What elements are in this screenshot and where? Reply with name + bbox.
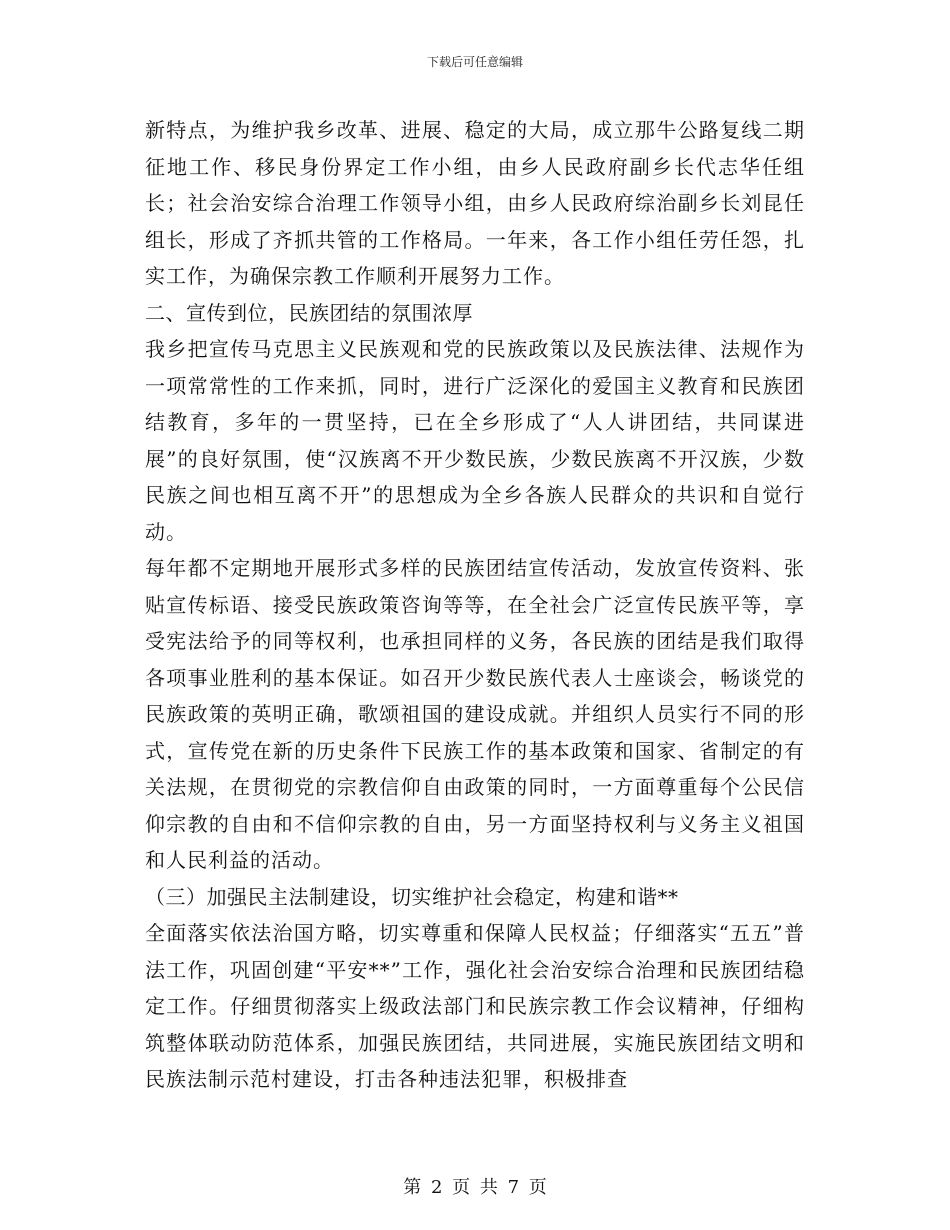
section-heading: （三）加强民主法制建设，切实维护社会稳定，构建和谐** [145,884,679,909]
body-paragraph: 新特点，为维护我乡改革、进展、稳定的大局，成立那牛公路复线二期征地工作、移民身份界定工作小组，由乡人民政府副乡长代志华任组长；社会治安综合治理工作领导小组，由乡人民政府综治副乡长刘昆任组长，形成了齐抓共管的工作格局。一年来，各工作小组任劳任怨，扎实工作，为确保宗教工作顺利开展努力工作。 [145,118,805,288]
section-heading: 二、宣传到位，民族团结的氛围浓厚 [145,300,473,325]
body-paragraph: 每年都不定期地开展形式多样的民族团结宣传活动，发放宣传资料、张贴宣传标语、接受民族政策咨询等等，在全社会广泛宣传民族平等，享受宪法给予的同等权利，也承担同样的义务，各民族的团结是我们取得各项事业胜利的基本保证。如召开少数民族代表人士座谈会，畅谈党的民族政策的英明正确，歌颂祖国的建设成就。并组织人员实行不同的形式，宣传党在新的历史条件下民族工作的基本政策和国家、省制定的有关法规，在贯彻党的宗教信仰自由政策的同时，一方面尊重每个公民信仰宗教的自由和不信仰宗教的自由，另一方面坚持权利与义务主义祖国和人民利益的活动。 [145,556,805,872]
page-number-footer: 第 2 页 共 7 页 [403,1177,547,1198]
page-header: 下载后可任意编辑 [426,55,523,69]
body-paragraph: 全面落实依法治国方略，切实尊重和保障人民权益；仔细落实“五五”普法工作，巩固创建“平安**”工作，强化社会治安综合治理和民族团结稳定工作。仔细贯彻落实上级政法部门和民族宗教工作会议精神，仔细构筑整体联动防范体系，加强民族团结，共同进展，实施民族团结文明和民族法制示范村建设，打击各种违法犯罪，积极排查 [145,921,805,1091]
body-paragraph: 我乡把宣传马克思主义民族观和党的民族政策以及民族法律、法规作为一项常常性的工作来抓，同时，进行广泛深化的爱国主义教育和民族团结教育，多年的一贯坚持，已在全乡形成了“人人讲团结，共同谋进展”的良好氛围，使“汉族离不开少数民族，少数民族离不开汉族，少数民族之间也相互离不开”的思想成为全乡各族人民群众的共识和自觉行动。 [145,337,805,544]
document-body [145,112,805,1098]
